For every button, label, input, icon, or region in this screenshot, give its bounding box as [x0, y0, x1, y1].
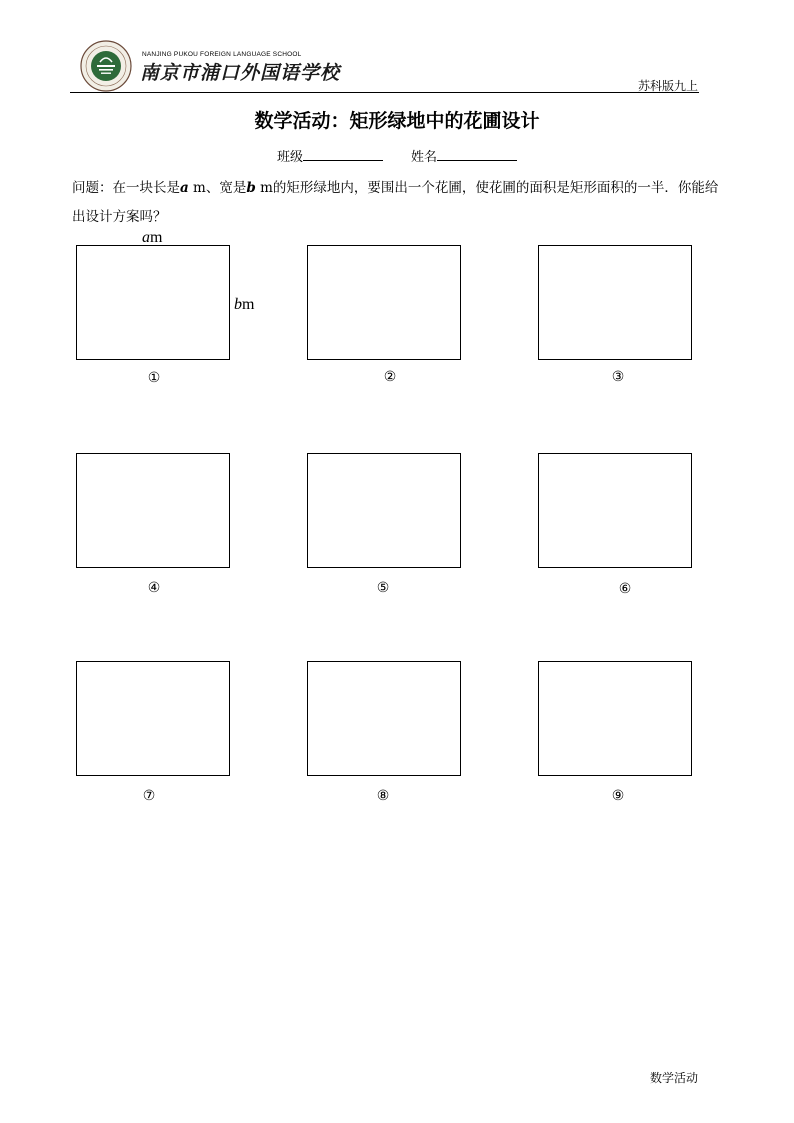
student-info-fields: [0, 146, 794, 165]
design-label-2: ②: [383, 369, 397, 385]
design-label-6: ⑥: [618, 581, 632, 597]
design-label-4: ④: [147, 580, 161, 596]
design-rect-8[interactable]: [307, 661, 461, 776]
length-unit: m: [150, 229, 163, 246]
design-label-5: ⑤: [376, 580, 390, 596]
length-var: a: [142, 229, 150, 246]
design-rect-2[interactable]: [307, 245, 461, 360]
design-rect-6[interactable]: [538, 453, 692, 568]
width-var: b: [234, 296, 242, 313]
question-text: [72, 174, 720, 232]
design-rect-5[interactable]: [307, 453, 461, 568]
width-label: [234, 296, 254, 314]
design-rect-4[interactable]: [76, 453, 230, 568]
question-mid: 、宽是: [205, 180, 247, 196]
design-label-1: ①: [147, 370, 161, 386]
question-unit-1: m: [193, 180, 206, 196]
question-var-b: b: [246, 180, 256, 196]
name-label: 姓名: [411, 150, 438, 165]
school-logo: [80, 40, 132, 92]
design-label-8: ⑧: [376, 788, 390, 804]
header-divider: [70, 92, 699, 93]
question-prefix: 问题：在一块长是: [72, 180, 180, 196]
question-suffix: 的矩形绿地内，要围出一个花圃，使花圃的面积是矩形面积的一半．你能给出设计方案吗？: [72, 180, 719, 225]
edition-label: 苏科版九上: [637, 79, 698, 93]
design-rect-3[interactable]: [538, 245, 692, 360]
class-blank[interactable]: [303, 148, 383, 161]
school-name-english: NANJING PUKOU FOREIGN LANGUAGE SCHOOL: [142, 51, 302, 58]
question-unit-2: m: [260, 180, 273, 196]
design-rect-9[interactable]: [538, 661, 692, 776]
question-var-a: a: [180, 180, 189, 196]
design-label-3: ③: [611, 369, 625, 385]
class-label: 班级: [276, 150, 303, 165]
design-rect-1[interactable]: [76, 245, 230, 360]
name-blank[interactable]: [437, 148, 517, 161]
footer-label: 数学活动: [649, 1071, 698, 1085]
school-emblem-icon: [80, 40, 132, 92]
school-name-chinese: 南京市浦口外国语学校: [140, 62, 341, 84]
design-label-9: ⑨: [611, 788, 625, 804]
design-label-7: ⑦: [142, 788, 156, 804]
design-rect-7[interactable]: [76, 661, 230, 776]
width-unit: m: [242, 296, 255, 313]
page-title: 数学活动：矩形绿地中的花圃设计: [254, 110, 540, 132]
